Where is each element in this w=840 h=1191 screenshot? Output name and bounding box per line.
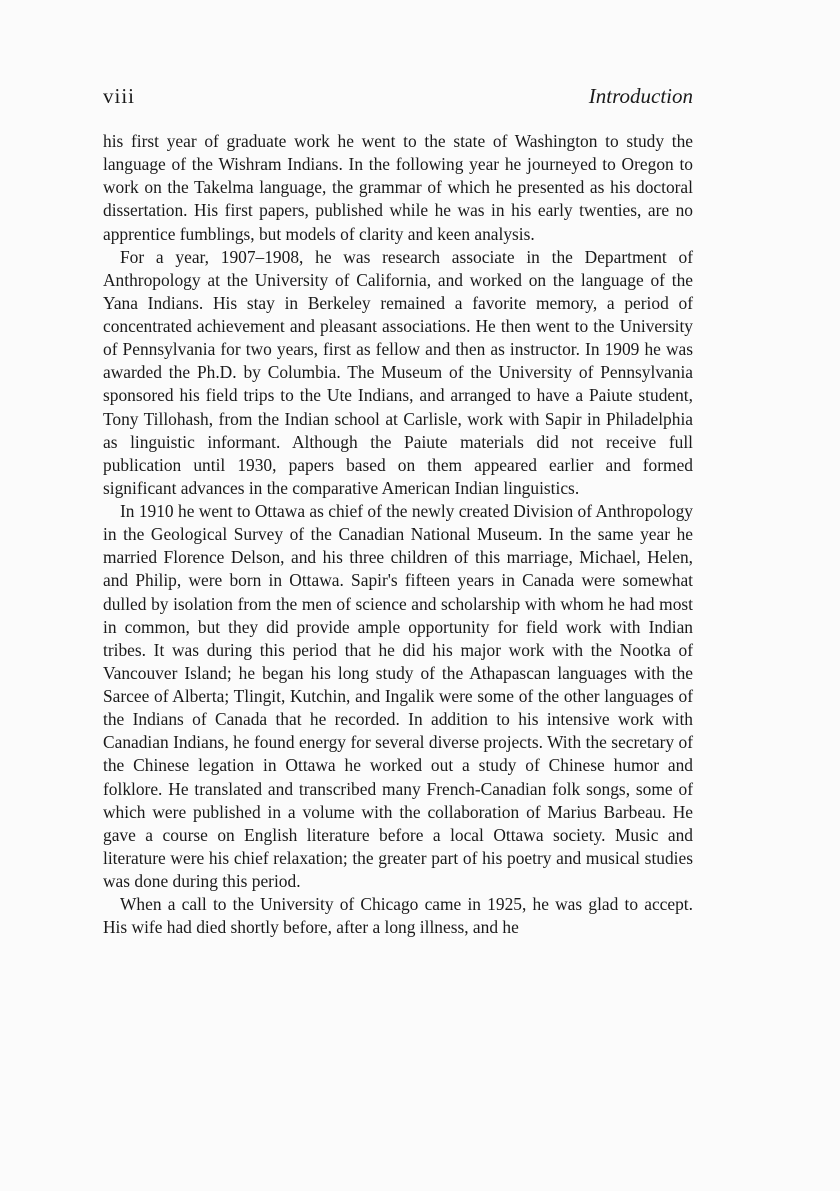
running-head: Introduction [588,84,693,108]
page-number: viii [103,84,136,108]
paragraph-ottawa: In 1910 he went to Ottawa as chief of the newly created Division of Anthropology in the Geological Survey of the Canadian National Museum. In the same year he married Florence Delson, and his three children of this marriage, Michael, Helen, and Philip, were born in Ottawa. Sapir's fifteen years in Canada were somewhat dulled by isolation from the men of science and scholarship with whom he had most in common, but they did provide ample opportunity for field work with Indian tribes. It was during this period that he did his major work with the Nootka of Vancouver Island; he began his long study of the Athapascan languages with the Sarcee of Alberta; Tlingit, Kutchin, and Ingalik were some of the other languages of the Indians of Canada that he recorded. In addition to his intensive work with Canadian Indians, he found energy for several diverse projects. With the secretary of the Chinese legation in Ottawa he worked out a study of Chinese humor and folklore. He translated and transcribed many French-Canadian folk songs, some of which were published in a volume with the collaboration of Marius Barbeau. He gave a course on English literature before a local Ottawa society. Music and literature were his chief relaxation; the greater part of his poetry and musical studies was done during this period. [103,501,693,891]
body-text [103,130,693,939]
paragraph-continuation: his first year of graduate work he went to the state of Washington to study the language of the Wishram Indians. In the following year he journeyed to Oregon to work on the Takelma language, the grammar of which he presented as his doctoral dissertation. His first papers, published while he was in his early twenties, are no apprentice fumblings, but models of clarity and keen analysis. [103,131,693,244]
paragraph-berkeley-pennsylvania: For a year, 1907–1908, he was research associate in the Department of Anthropology at the University of California, and worked on the language of the Yana Indians. His stay in Berkeley remained a favorite memory, a period of concentrated achievement and pleasant associations. He then went to the University of Pennsylvania for two years, first as fellow and then as instructor. In 1909 he was awarded the Ph.D. by Columbia. The Museum of the University of Pennsylvania sponsored his field trips to the Ute Indians, and arranged to have a Paiute student, Tony Tillohash, from the Indian school at Carlisle, work with Sapir in Philadelphia as linguistic informant. Although the Paiute materials did not receive full publication until 1930, papers based on them appeared earlier and formed significant advances in the comparative American Indian linguistics. [103,246,693,498]
paragraph-chicago: When a call to the University of Chicago came in 1925, he was glad to accept. His wife had died shortly before, after a long illness, and he [103,894,693,938]
page-header [103,84,693,116]
